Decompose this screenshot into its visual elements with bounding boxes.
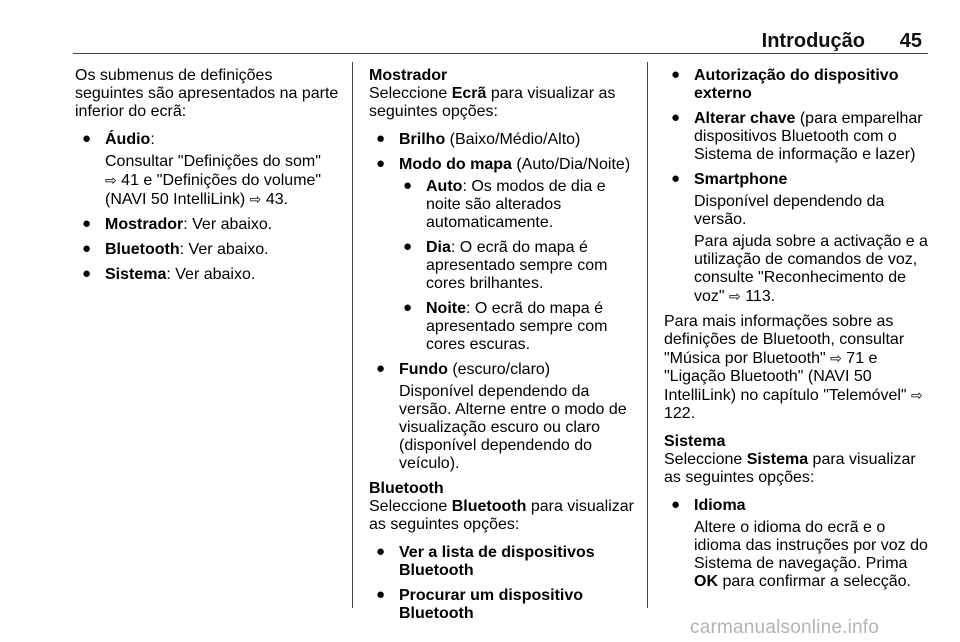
arrow-icon: ⇨ [830, 350, 842, 366]
column-2 [369, 67, 637, 630]
idioma-text-c: para confirmar a selecção. [718, 573, 911, 590]
list-item-bt-auth [664, 67, 932, 103]
fundo-rest: (escuro/claro) [447, 361, 551, 378]
list-item-fundo [369, 361, 637, 473]
arrow-icon: ⇨ [911, 387, 923, 403]
fundo-description: Disponível dependendo da versão. Alterne entre o modo de visualização escuro ou claro (disponível dependendo do veículo). [399, 383, 627, 472]
sistema-term: Sistema [746, 451, 809, 468]
dia-rest: : O ecrã do mapa é apresentado sempre com cores brilhantes. [426, 239, 608, 292]
column-3 [664, 67, 932, 598]
site-watermark: carmanualsonline.info [690, 617, 880, 638]
page-number: 45 [899, 30, 922, 52]
sistema-text-end: para visualizar as seguintes opções: [664, 451, 916, 486]
sistema-section [664, 433, 932, 487]
list-item-bt-key [664, 110, 932, 164]
list-item-idioma [664, 497, 932, 591]
audio-ref-line4: 43. [261, 191, 289, 208]
sistema-text: Seleccione [664, 451, 747, 468]
idioma-text-a: Altere o idioma do ecrã e o idioma das instruções por voz do Sistema de navegação. Prima [694, 519, 928, 572]
auto-rest: : Os modos de dia e noite são alterados automaticamente. [426, 178, 606, 231]
more-info-text-c: 122. [664, 405, 696, 422]
column-1 [75, 67, 343, 291]
modo-mapa-rest: (Auto/Dia/Noite) [511, 156, 631, 173]
list-item-bluetooth [75, 241, 343, 259]
bluetooth-label: Bluetooth [105, 241, 180, 258]
idioma-label: Idioma [694, 497, 746, 514]
list-item-bt-list [369, 544, 637, 580]
audio-label: Áudio [105, 131, 151, 148]
ok-term: OK [694, 573, 718, 590]
arrow-icon: ⇨ [249, 191, 262, 207]
sistema-rest: : Ver abaixo. [166, 266, 256, 283]
modo-mapa-sublist [399, 178, 637, 354]
bluetooth-text: Seleccione [369, 498, 452, 515]
idioma-description [694, 519, 932, 591]
intro-paragraph: Os submenus de definições seguintes são apresentados na parte inferior do ecrã: [75, 67, 339, 120]
bluetooth-term: Bluetooth [451, 498, 527, 515]
brilho-rest: (Baixo/Médio/Alto) [445, 131, 581, 148]
list-item-auto [399, 178, 637, 232]
audio-colon: : [150, 131, 155, 148]
list-item-dia [399, 239, 637, 293]
bt-auth-label: Autorização do dispositivo externo [694, 67, 899, 102]
smartphone-availability: Disponível dependendo da versão. [694, 193, 885, 228]
bluetooth-section [369, 480, 637, 534]
bluetooth-text-end: para visualizar as seguintes opções: [369, 498, 634, 533]
mostrador-options-list [369, 131, 637, 473]
auto-label: Auto [426, 178, 463, 195]
bt-list-label: Ver a lista de dispositivos Bluetooth [399, 544, 595, 579]
voice-help-page: 113. [740, 288, 776, 305]
audio-ref-line3: (NAVI 50 IntelliLink) [105, 191, 250, 208]
modo-mapa-label: Modo do mapa [399, 156, 512, 173]
ecra-term: Ecrã [451, 85, 487, 102]
list-item-bt-search [369, 587, 637, 623]
mostrador-section [369, 67, 637, 121]
dia-label: Dia [426, 239, 451, 256]
more-info-text-b: 71 e "Ligação Bluetooth" (NAVI 50 IntelliLink) no capítulo "Telemóvel" [664, 350, 912, 404]
voice-help-text: Para ajuda sobre a activação e a utilização de comandos de voz, consulte "Reconhecimento de voz" [694, 233, 928, 305]
bluetooth-rest: : Ver abaixo. [179, 241, 269, 258]
brilho-label: Brilho [399, 131, 446, 148]
list-item-smartphone [664, 171, 932, 306]
list-item-mostrador [75, 216, 343, 234]
noite-rest: : O ecrã do mapa é apresentado sempre com cores escuras. [426, 300, 608, 353]
bluetooth-heading: Bluetooth [369, 480, 444, 497]
mostrador-label: Mostrador [105, 216, 184, 233]
header-title: Introdução [761, 30, 865, 52]
header-rule [73, 53, 928, 54]
sistema-label: Sistema [105, 266, 167, 283]
list-item-brilho [369, 131, 637, 149]
column-divider-1 [352, 62, 353, 608]
smartphone-voice-help [694, 233, 932, 306]
sistema-options-list [664, 497, 932, 591]
list-item-modo-mapa [369, 156, 637, 354]
audio-ref-line1: Consultar "Definições do som" [105, 153, 321, 170]
list-item-sistema [75, 266, 343, 284]
sistema-heading: Sistema [664, 433, 726, 450]
bluetooth-more-info [664, 313, 932, 423]
bt-search-label: Procurar um dispositivo Bluetooth [399, 587, 584, 622]
mostrador-text-end: para visualizar as seguintes opções: [369, 85, 616, 120]
bluetooth-options-list-continued [664, 67, 932, 306]
audio-ref-line2: 41 e "Definições do volume" [116, 172, 322, 189]
bt-key-rest: (para emparelhar dispositivos Bluetooth com o Sistema de informação e lazer) [694, 110, 923, 163]
settings-submenu-list [75, 131, 343, 284]
mostrador-text: Seleccione [369, 85, 452, 102]
list-item-noite [399, 300, 637, 354]
more-info-text-a: Para mais informações sobre as definições de Bluetooth, consultar "Música por Bluetooth" [664, 313, 905, 367]
mostrador-heading: Mostrador [369, 67, 448, 84]
noite-label: Noite [426, 300, 466, 317]
bluetooth-options-list [369, 544, 637, 623]
column-divider-2 [647, 62, 648, 608]
arrow-icon: ⇨ [105, 172, 117, 188]
fundo-label: Fundo [399, 361, 448, 378]
mostrador-rest: : Ver abaixo. [183, 216, 273, 233]
audio-reference [105, 153, 343, 209]
list-item-audio [75, 131, 343, 209]
bt-key-label: Alterar chave [694, 110, 796, 127]
arrow-icon: ⇨ [729, 288, 741, 304]
smartphone-label: Smartphone [694, 171, 788, 188]
